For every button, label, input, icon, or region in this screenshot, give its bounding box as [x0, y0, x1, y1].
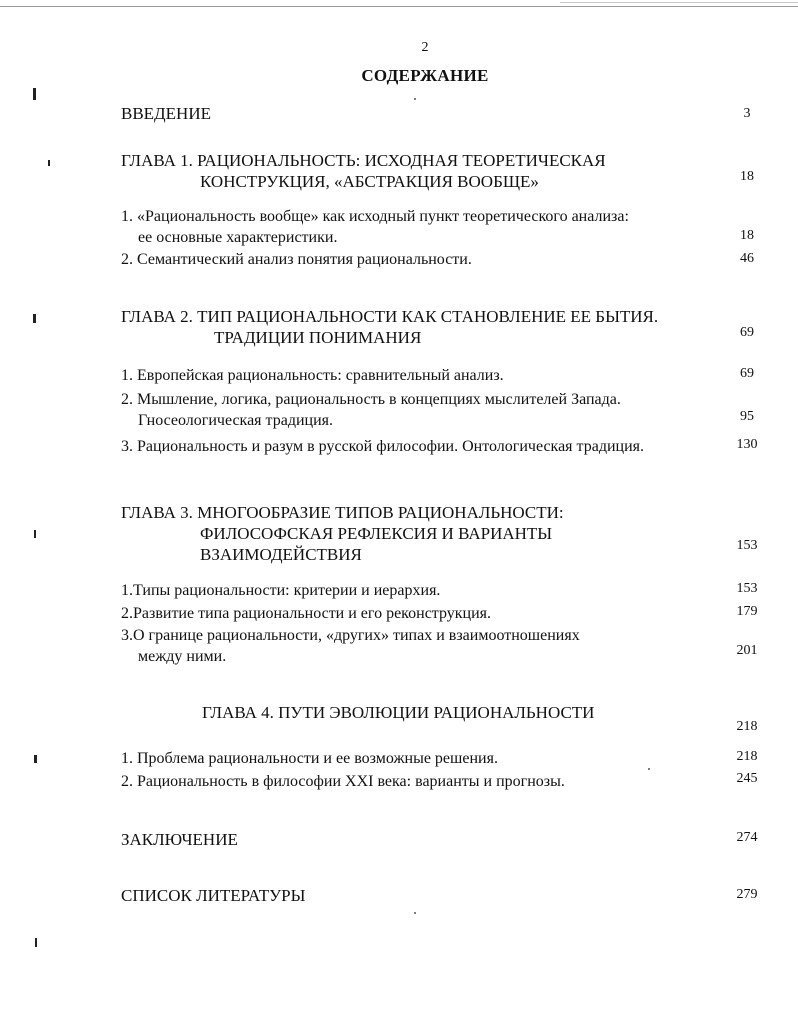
toc-chapter3-line1: ГЛАВА 3. МНОГООБРАЗИЕ ТИПОВ РАЦИОНАЛЬНОСТИ:: [121, 503, 564, 522]
margin-mark: [34, 530, 36, 538]
toc-chapter3-page: 153: [736, 538, 758, 553]
toc-ch3-sec3-page: 201: [736, 643, 758, 658]
toc-chapter2-line1: ГЛАВА 2. ТИП РАЦИОНАЛЬНОСТИ КАК СТАНОВЛЕНИЕ ЕЕ БЫТИЯ.: [121, 307, 659, 326]
margin-mark: [33, 314, 36, 323]
toc-chapter1-line1: ГЛАВА 1. РАЦИОНАЛЬНОСТЬ: ИСХОДНАЯ ТЕОРЕТИЧЕСКАЯ: [121, 151, 606, 170]
toc-ch3-sec1-page: 153: [736, 581, 758, 596]
page-title: СОДЕРЖАНИЕ: [361, 66, 489, 85]
page-number: 2: [421, 40, 429, 55]
toc-conclusion-label: ЗАКЛЮЧЕНИЕ: [121, 830, 238, 849]
toc-chapter4-line1: ГЛАВА 4. ПУТИ ЭВОЛЮЦИИ РАЦИОНАЛЬНОСТИ: [202, 703, 595, 722]
toc-ch2-sec3-line1: 3. Рациональность и разум в русской философии. Онтологическая традиция.: [121, 438, 645, 455]
toc-ch1-sec1-page: 18: [740, 228, 754, 243]
toc-ch2-sec2-line2: Гносеологическая традиция.: [138, 412, 334, 429]
toc-ch3-sec2-page: 179: [736, 604, 758, 619]
toc-ch1-sec1-line1: 1. «Рациональность вообще» как исходный пункт теоретического анализа:: [121, 208, 629, 225]
toc-ch3-sec2-line1: 2.Развитие типа рациональности и его реконструкция.: [121, 605, 492, 622]
toc-ch3-sec1-line1: 1.Типы рациональности: критерии и иерархия.: [121, 582, 441, 599]
toc-ch2-sec1-page: 69: [740, 366, 754, 381]
toc-conclusion-page: 274: [736, 830, 758, 845]
toc-ch2-sec2-page: 95: [740, 409, 754, 424]
toc-chapter2-line2: ТРАДИЦИИ ПОНИМАНИЯ: [214, 328, 422, 347]
toc-references-page: 279: [736, 887, 758, 902]
scan-speck: [414, 98, 416, 100]
toc-intro-page: 3: [743, 106, 751, 121]
toc-ch3-sec3-line2: между ними.: [138, 648, 227, 665]
scan-speck: [648, 768, 650, 770]
toc-ch4-sec2-line1: 2. Рациональность в философии XXI века: варианты и прогнозы.: [121, 773, 565, 790]
toc-ch2-sec2-line1: 2. Мышление, логика, рациональность в концепциях мыслителей Запада.: [121, 391, 621, 408]
toc-chapter2-page: 69: [740, 325, 754, 340]
toc-chapter3-line2: ФИЛОСОФСКАЯ РЕФЛЕКСИЯ И ВАРИАНТЫ: [200, 524, 553, 543]
toc-ch3-sec3-line1: 3.О границе рациональности, «других» типах и взаимоотношениях: [121, 627, 580, 644]
toc-ch1-sec2-line1: 2. Семантический анализ понятия рациональности.: [121, 251, 472, 268]
scan-edge-line-2: [560, 2, 798, 3]
margin-mark: [35, 938, 37, 947]
margin-mark: [33, 88, 36, 100]
toc-ch1-sec1-line2: ее основные характеристики.: [138, 229, 338, 246]
scan-speck: [414, 912, 416, 914]
scan-edge-line: [0, 6, 798, 7]
toc-ch4-sec1-line1: 1. Проблема рациональности и ее возможные решения.: [121, 750, 498, 767]
margin-mark: [48, 160, 50, 166]
toc-chapter1-line2: КОНСТРУКЦИЯ, «АБСТРАКЦИЯ ВООБЩЕ»: [200, 172, 539, 191]
toc-references-label: СПИСОК ЛИТЕРАТУРЫ: [121, 886, 306, 905]
toc-ch4-sec2-page: 245: [736, 771, 758, 786]
toc-ch4-sec1-page: 218: [736, 749, 758, 764]
margin-mark: [34, 755, 37, 763]
toc-intro-label: ВВЕДЕНИЕ: [121, 104, 211, 123]
toc-chapter3-line3: ВЗАИМОДЕЙСТВИЯ: [200, 545, 362, 564]
toc-chapter4-page: 218: [736, 719, 758, 734]
toc-chapter1-page: 18: [740, 169, 754, 184]
toc-ch2-sec3-page: 130: [736, 437, 758, 452]
toc-ch1-sec2-page: 46: [740, 251, 754, 266]
toc-ch2-sec1-line1: 1. Европейская рациональность: сравнительный анализ.: [121, 367, 504, 384]
